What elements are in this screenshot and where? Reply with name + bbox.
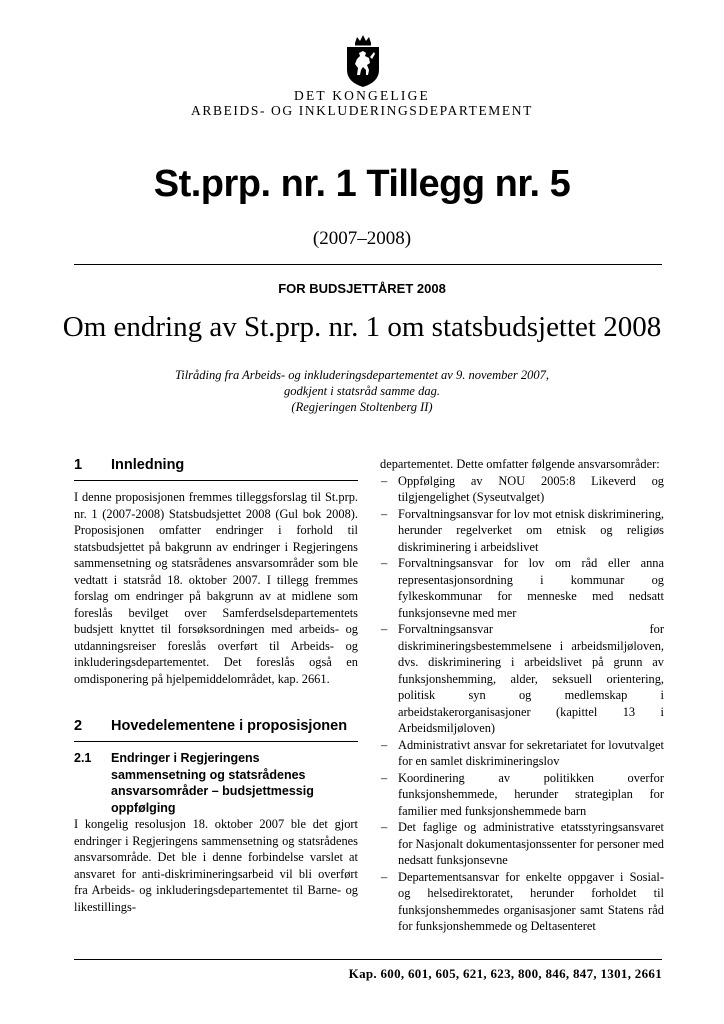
footer-rule [74,959,662,960]
subsection-title: Endringer i Regjeringens sammensetning og statsrådenes ansvarsområder – budsjettmessig oppfølging [111,751,314,815]
left-column [74,456,358,915]
section-title: Hovedelementene i proposisjonen [111,718,348,734]
section-1-text: I denne proposisjonen fremmes tilleggsforslag til St.prp. nr. 1 (2007-2008) Statsbudsjettet 2008 (Gul bok 2008). Proposisjonen omfatter endringer i forhold til statsbudsjettet på bakgrunn av endringer i Regjeringens sammensetning og statsrådenes ansvarsområder som ble vedtatt i statsråd 18. oktober 2007. I tillegg fremmes forslag om endringer på bakgrunn av at midlene som foreslås bevilget over Samferdselsdepartementets budsjett knyttet til forsøksordningen med arbeids- og utdanningsreiser foreslås overført til Arbeids- og inkluderingsdepartementet. Det foreslås også en omdisponering på hjelpemiddelområdet, kap. 2661. [74,490,358,686]
session-years: (2007–2008) [312,228,412,249]
list-item: – Departementsansvar for enkelte oppgaver i Sosial- og helsedirektoratet, herunder forholdet til funksjonshemmedes organisasjoner samt Statens råd for funksjonshemmede og Deltasenteret [381,869,664,933]
header-rule [74,264,662,265]
section-heading-2 [74,717,358,742]
list-item: – Administrativt ansvar for sekretariatet for lovutvalget for en samlet diskrimineringslov [381,737,664,768]
department-name-line2: ARBEIDS- OG INKLUDERINGSDEPARTEMENT [191,103,533,118]
dash-bullet: – [381,869,388,884]
list-item: – Forvaltningsansvar for diskrimineringsbestemmelsene i arbeidsmiljøloven, dvs. diskriminering i arbeidslivet på grunn av funksjonshemming, alder, seksuell orientering, politisk syn og medlemskap i arbeidstakerorganisasjoner (kapittel 13 i Arbeidsmiljøloven) [381,622,664,735]
recommendation-line1: Tilråding fra Arbeids- og inkluderingsdepartementet av 9. november 2007, [174,368,550,382]
list-item: – Koordinering av politikken overfor funksjonshemmede, herunder strategiplan for familier med funksjonshemmede barn [381,770,664,818]
section-2-1-text: I kongelig resolusjon 18. oktober 2007 ble det gjort endringer i Regjeringens sammensetning og statsrådenes ansvarsområde. Det ble i denne forbindelse varslet at ansvaret for anti-diskrimineringsarbeid vil bli overført fra Arbeids- og inkluderingsdepartementet til Barne- og likestillings- [74,817,358,914]
budget-year: FOR BUDSJETTÅRET 2008 [278,281,446,296]
dash-bullet: – [381,770,388,785]
document-subtitle: Om endring av St.prp. nr. 1 om statsbudsjettet 2008 [62,311,662,343]
dash-bullet: – [381,506,388,521]
coat-of-arms-logo [345,34,381,88]
recommendation-line2: godkjent i statsråd samme dag. [284,384,440,398]
department-name-line1: DET KONGELIGE [294,88,430,103]
subsection-heading-2-1 [74,750,358,816]
section-number: 2 [74,718,83,734]
list-item: – Det faglige og administrative etatsstyringsansvaret for Nasjonalt dokumentasjonssenter for personer med nedsatt funksjonsevne [381,820,664,867]
section-number: 1 [74,457,83,473]
section-heading-1 [74,456,358,481]
right-column [380,456,664,935]
dash-bullet: – [381,820,388,834]
document-title: St.prp. nr. 1 Tillegg nr. 5 [153,163,571,205]
dash-bullet: – [381,622,388,636]
responsibility-list [380,473,664,935]
section-title: Innledning [111,457,185,473]
subsection-number: 2.1 [74,751,92,765]
recommendation-line3: (Regjeringen Stoltenberg II) [291,400,433,414]
chapter-list: Kap. 600, 601, 605, 621, 623, 800, 846, 847, 1301, 2661 [348,966,662,981]
right-column-intro: departementet. Dette omfatter følgende ansvarsområder: [380,457,660,471]
dash-bullet: – [381,737,388,752]
dash-bullet: – [381,473,388,488]
list-item: – Forvaltningsansvar for lov om råd eller anna representasjonsordning i kommunar og fylkeskommunar for menneske med nedsatt funksjonsevne med mer [381,556,664,620]
list-item: – Forvaltningsansvar for lov mot etnisk diskriminering, herunder regelverket om etnisk og religiøs diskriminering i arbeidslivet [381,506,664,554]
list-item: – Oppfølging av NOU 2005:8 Likeverd og tilgjengelighet (Syseutvalget) [381,473,664,504]
dash-bullet: – [381,556,388,570]
